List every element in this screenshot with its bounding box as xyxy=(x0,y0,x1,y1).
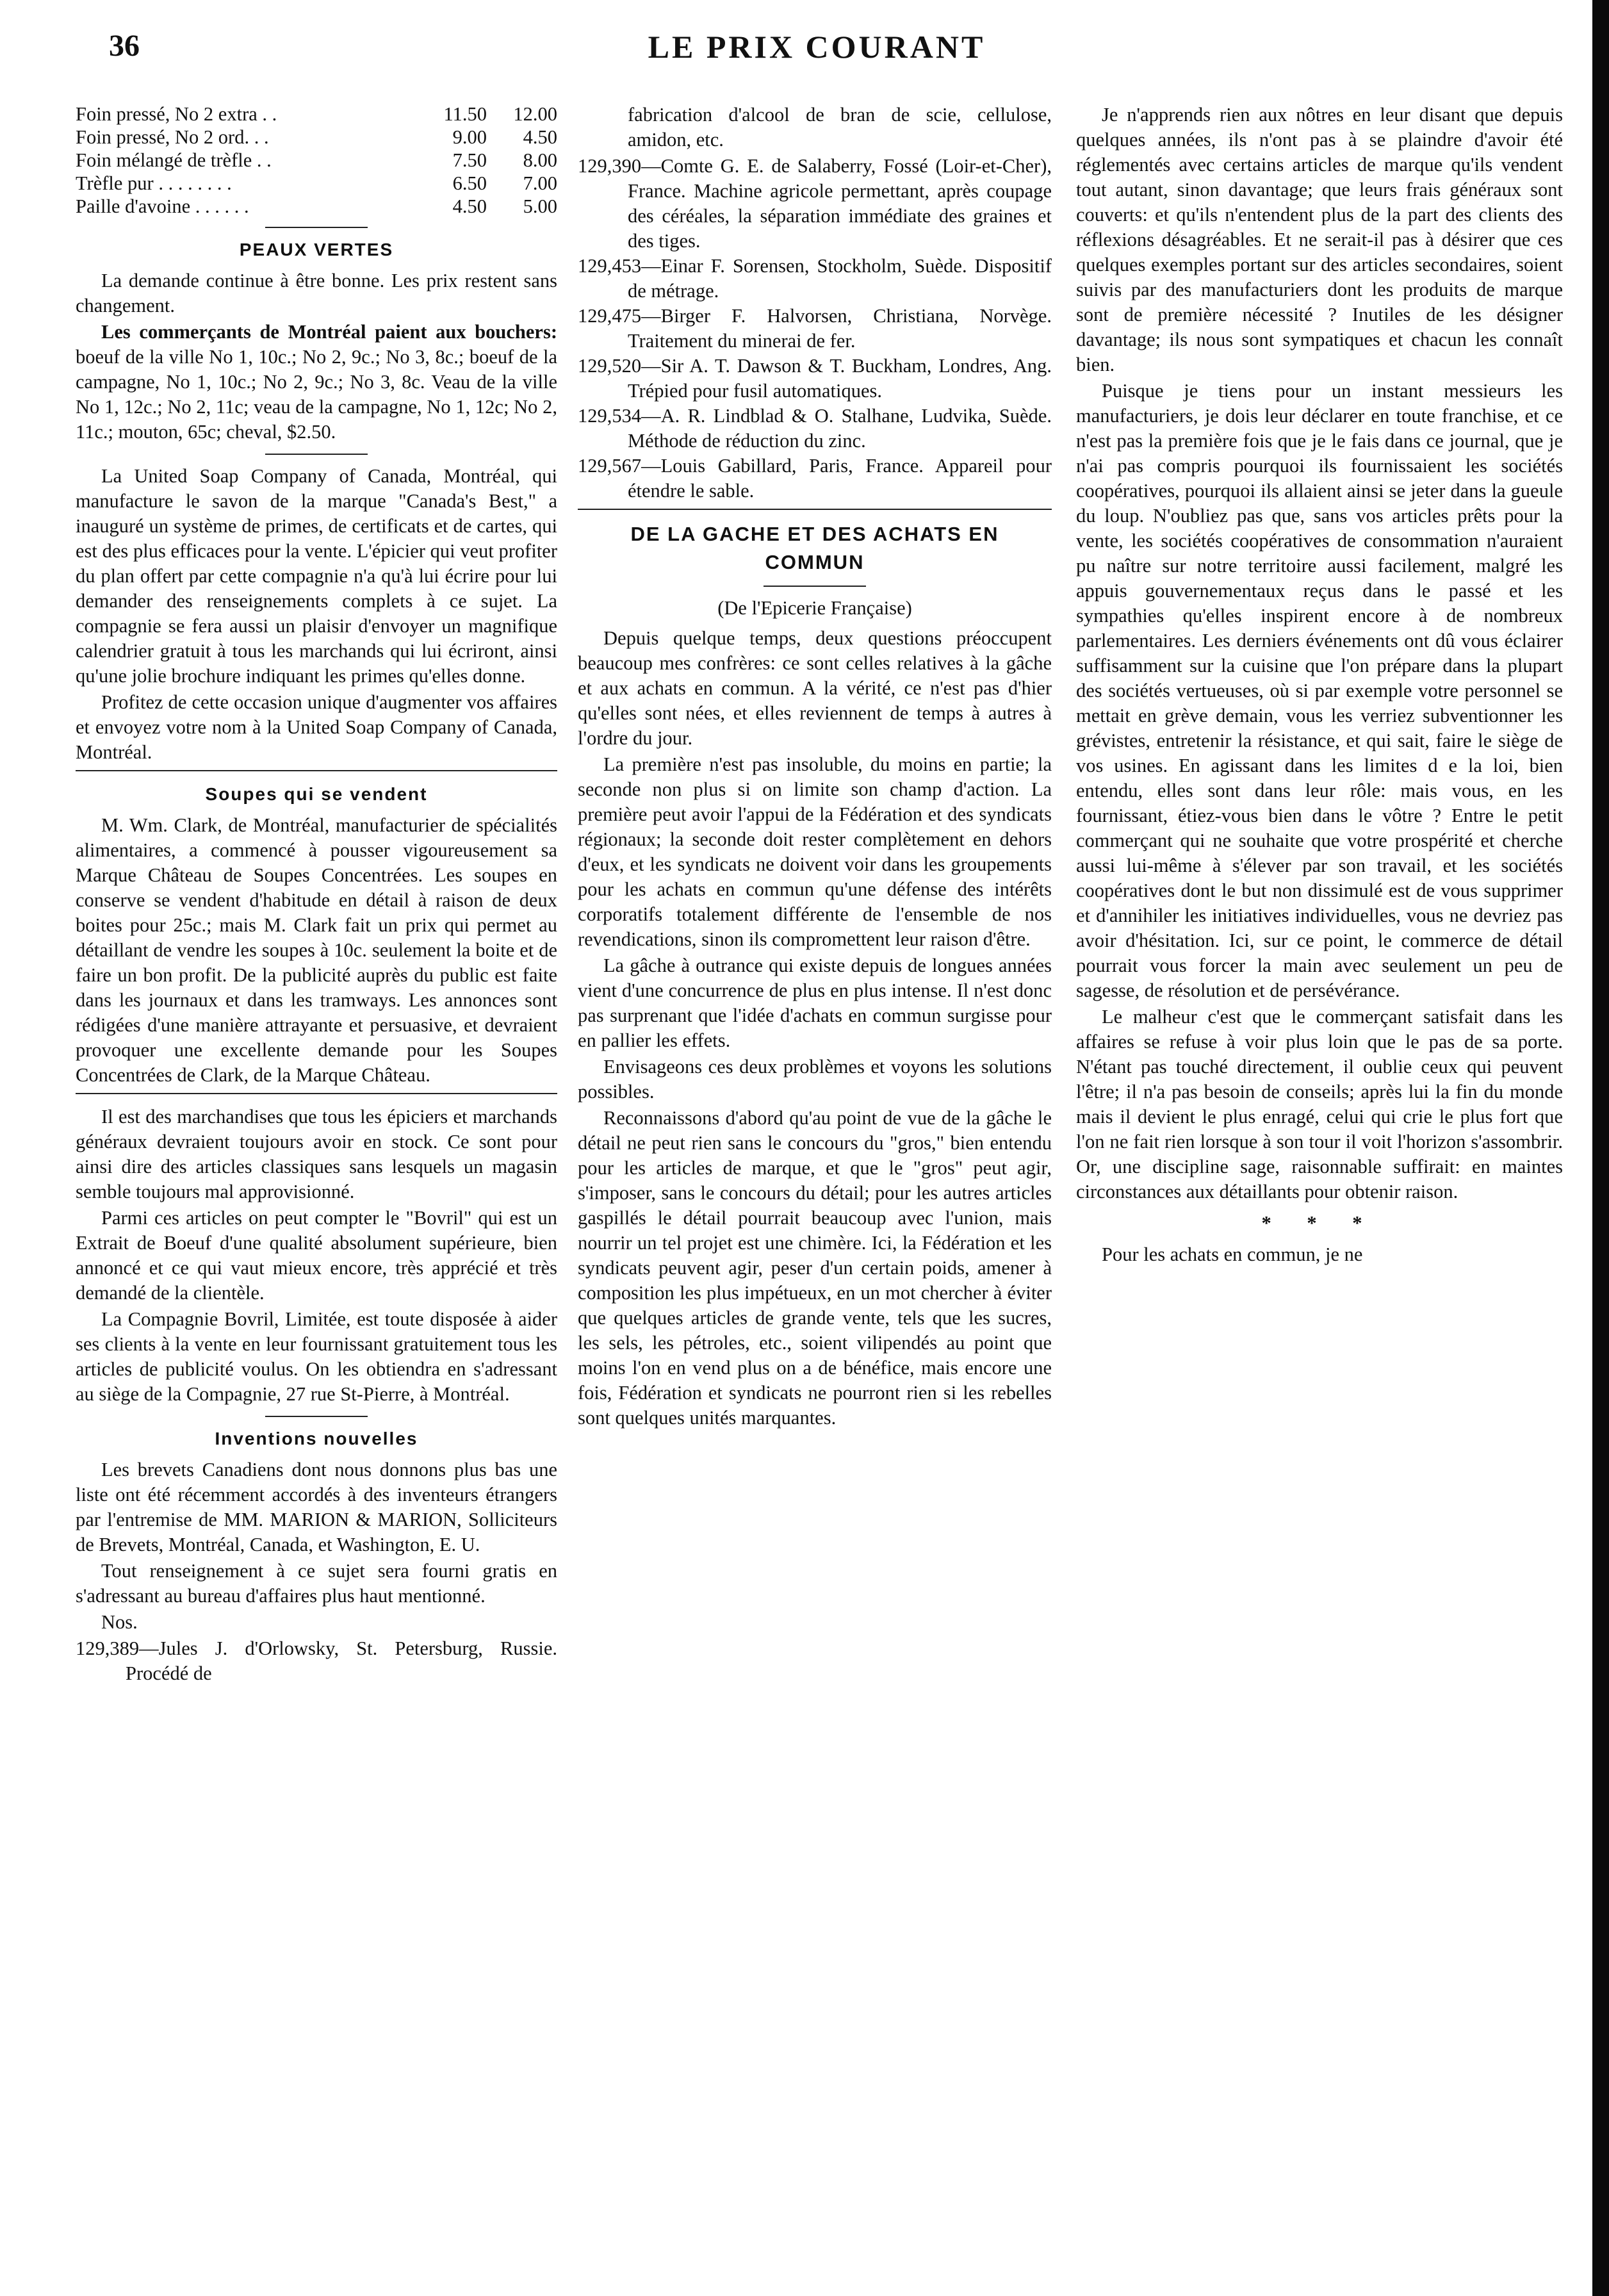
section-heading-peaux-vertes: PEAUX VERTES xyxy=(239,240,394,259)
price-high: 8.00 xyxy=(523,149,557,171)
price-item: Foin pressé, No 2 ord. . . xyxy=(76,126,269,148)
paragraph: Je n'apprends rien aux nôtres en leur disant que depuis quelques années, ils n'ont pas à se plaindre d'avoir été réglementés avec certains articles de marque qu'ils vendent tout autant, sinon davantage; que leurs frais généraux sont couverts: et qu'ils n'entendent plus de la part des clients des réflexions désagréables. Et ne serait-il pas à désirer que ces quelques exemples portant sur des articles secondaires, soient suivis par des manufacturiers dont les produits de marque sont de première nécessité ? Inutiles de les désigner davantage; ils nous sont sympatiques et chacun les connaît bien. xyxy=(1076,104,1563,375)
column-left xyxy=(76,102,557,1686)
patent-entry: 129,567—Louis Gabillard, Paris, France. Appareil pour étendre le sable. xyxy=(578,455,1052,502)
price-item: Paille d'avoine . . . . . . xyxy=(76,195,249,217)
patent-entry: 129,390—Comte G. E. de Salaberry, Fossé (Loir-et-Cher), France. Machine agricole permettant, après coupage des céréales, la séparation immédiate des graines et des tiges. xyxy=(578,155,1052,252)
section-divider xyxy=(578,509,1052,510)
price-item: Foin pressé, No 2 extra . . xyxy=(76,103,277,125)
patent-entry-continued: fabrication d'alcool de bran de scie, cellulose, amidon, etc. xyxy=(628,104,1052,151)
section-heading-inventions: Inventions nouvelles xyxy=(215,1429,418,1448)
paragraph: Il est des marchandises que tous les épiciers et marchands généraux devraient toujours avoir en stock. Ce sont pour ainsi dire des articles classiques sans lesquels un magasin semble toujours mal approvisionné. xyxy=(76,1106,557,1202)
patent-entry: 129,389—Jules J. d'Orlowsky, St. Petersburg, Russie. Procédé de xyxy=(76,1637,557,1684)
section-divider xyxy=(265,227,368,228)
section-divider xyxy=(76,1093,557,1094)
section-divider xyxy=(265,454,368,455)
table-row xyxy=(76,172,557,195)
hay-price-table xyxy=(76,102,557,218)
price-low: 11.50 xyxy=(443,103,487,125)
paragraph xyxy=(76,320,557,445)
paragraph: Le malheur c'est que le commerçant satisfait dans les affaires se refuse à voir plus loin que le pas de sa porte. N'étant pas touché directement, il oublie ceux qui peuvent l'être; il n'a pas besoin de conseils; après lui la fin du monde mais il devient le plus enragé, celui qui crie le plus fort que l'on ne fait rien lorsque à son tour il voit l'horizon s'assombrir. Or, une discipline sage, raisonnable suffirait: en maintes circonstances aux détaillants pour obtenir raison. xyxy=(1076,1006,1563,1202)
paragraph: La gâche à outrance qui existe depuis de longues années vient d'une concurrence de plus en plus intense. Il n'est donc pas surprenant que l'idée d'achats en commun surgisse pour en pallier les effets. xyxy=(578,955,1052,1051)
patent-entry: 129,475—Birger F. Halvorsen, Christiana, Norvège. Traitement du minerai de fer. xyxy=(578,305,1052,352)
price-low: 4.50 xyxy=(452,195,487,217)
price-item: Trèfle pur . . . . . . . . xyxy=(76,172,232,194)
paragraph: Les brevets Canadiens dont nous donnons plus bas une liste ont été récemment accordés à des inventeurs étrangers par l'entremise de MM. MARION & MARION, Solliciteurs de Brevets, Montréal, Canada, et Washington, E. U. xyxy=(76,1459,557,1555)
page-header xyxy=(70,28,1563,73)
section-divider xyxy=(76,770,557,771)
table-row xyxy=(76,195,557,218)
paragraph: Reconnaissons d'abord qu'au point de vue de la gâche le détail ne peut rien sans le concours du "gros," bien entendu pour les articles de marque, et que le "gros" peut agir, s'imposer, sans le concours du détail; pour les autres articles gaspillés le détail pourrait beaucoup avec l'union, mais nourrir un tel projet est une chimère. Ici, la Fédération et les syndicats peuvent agir, peser d'un certain poids, amener à composition les plus impétueux, en un mot chercher à éviter que quelques articles de grande vente, tels que les sucres, les sels, les pétroles, etc., soient vilipendés au point que moins l'on en vend plus on a de bénéfice, mais encore une fois, Fédération et syndicats ne pourront rien si les rebelles sont quelques unités marquantes. xyxy=(578,1107,1052,1429)
paragraph: Parmi ces articles on peut compter le "Bovril" qui est un Extrait de Boeuf d'une qualité absolument supérieure, bien annoncé et ce qui vaut mieux encore, très apprécié et très demandé de la clientèle. xyxy=(76,1207,557,1304)
paragraph: La demande continue à être bonne. Les prix restent sans changement. xyxy=(76,270,557,316)
paragraph: M. Wm. Clark, de Montréal, manufacturier de spécialités alimentaires, a commencé à pousser vigoureusement sa Marque Château de Soupes Concentrées. Les soupes en conserve se vendent d'habitude en détail à raison de deux boites pour 25c.; mais M. Clark fait un prix qui permet au détaillant de vendre les soupes à 10c. seulement la boite et de faire un bon profit. De la publicité auprès du public est faite dans les journaux et dans les tramways. Les annonces sont rédigées d'une manière attrayante et persuasive, et devraient provoquer une excellente demande pour les Soupes Concentrées de Clark, de la Marque Château. xyxy=(76,814,557,1086)
paragraph: Puisque je tiens pour un instant messieurs les manufacturiers, je dois leur déclarer en toute franchise, et ce n'est pas la première fois que je le fais dans ce journal, que je n'ai pas compris pourquoi ils fournissaient les sociétés coopératives, pourquoi ils allaient ainsi se jeter dans la gueule du loup. N'oubliez pas que, sans vos articles prêts pour la vente, les sociétés coopératives de consommation n'auraient pu naître sur notre territoire aussi facilement, malgré les appuis gouvernementaux reçus dans le passé et les sympathies qu'elles inspirent encore à de nombreux parlementaires. Les derniers événements ont dû vous éclairer suffisamment sur la cuisine que l'on prépare dans la plupart des sociétés vertueuses, où si par exemple votre personnel se mettait en grève demain, vous les verriez subventionner les grévistes, entretenir la résistance, et qui sait, faire le siège de vos usines. En agissant dans les limites d e la loi, bien entendu, elles sont dans leur rôle: mais vous, en les fournissant, étiez-vous bien dans le vôtre ? Entre le petit commerçant qui ne souhaite que votre prospérité et cherche aussi lui-même à s'élever par son travail, et les sociétés coopératives dont le but non dissimulé est de vous supprimer et d'annihiler les initiatives individuelles, vous ne devriez pas avoir d'hésitation. Ici, sur ce point, le commerce de détail pourrait vous forcer la main avec seulement un peu de sagesse, de résolution et de persévérance. xyxy=(1076,380,1563,1001)
price-high: 12.00 xyxy=(513,103,557,125)
price-low: 7.50 xyxy=(452,149,487,171)
section-separator-stars: * * * xyxy=(1261,1212,1378,1234)
bold-lead: Les commerçants de Montréal paient aux bouchers: xyxy=(101,321,557,343)
table-row xyxy=(76,126,557,149)
column-middle xyxy=(578,102,1052,1432)
table-row xyxy=(76,149,557,172)
article-heading-gache: DE LA GACHE ET DES ACHATS EN COMMUN xyxy=(630,523,999,573)
patent-entry: 129,534—A. R. Lindblad & O. Stalhane, Ludvika, Suède. Méthode de réduction du zinc. xyxy=(578,405,1052,452)
price-low: 6.50 xyxy=(452,172,487,194)
journal-title: LE PRIX COURANT xyxy=(648,29,986,65)
price-high: 4.50 xyxy=(523,126,557,148)
column-right xyxy=(1076,102,1563,1268)
section-divider xyxy=(764,586,866,587)
paragraph: La Compagnie Bovril, Limitée, est toute disposée à aider ses clients à la vente en leur fournissant gratuitement tous les articles de publicité voulus. On les obtiendra en s'adressant au siège de la Compagnie, 27 rue St-Pierre, à Montréal. xyxy=(76,1308,557,1405)
section-heading-soupes: Soupes qui se vendent xyxy=(205,784,428,804)
patent-list-label: Nos. xyxy=(101,1611,138,1633)
table-row xyxy=(76,102,557,126)
paragraph: Envisageons ces deux problèmes et voyons les solutions possibles. xyxy=(578,1056,1052,1103)
article-source: (De l'Epicerie Française) xyxy=(717,597,912,619)
page-number: 36 xyxy=(109,29,140,63)
paragraph: La United Soap Company of Canada, Montréal, qui manufacture le savon de la marque "Canada's Best," a inauguré un système de primes, de certificats et de cartes, qui est des plus efficaces pour la vente. L'épicier qui veut profiter du plan offert par cette compagnie n'a qu'à lui écrire pour lui demander des renseignements complets à ce sujet. La compagnie se fera aussi un plaisir d'envoyer un magnifique calendrier gratuit à tous les marchands qui lui écriront, ainsi qu'une jolie brochure indiquant les primes qu'elles donne. xyxy=(76,465,557,687)
paragraph: Pour les achats en commun, je ne xyxy=(1102,1243,1363,1265)
price-low: 9.00 xyxy=(452,126,487,148)
scan-edge xyxy=(1592,0,1609,2296)
price-item: Foin mélangé de trèfle . . xyxy=(76,149,272,171)
price-high: 7.00 xyxy=(523,172,557,194)
paragraph-text: boeuf de la ville No 1, 10c.; No 2, 9c.; No 3, 8c.; boeuf de la campagne, No 1, 10c.; No 2, 9c.; No 3, 8c. Veau de la ville No 1, 12c.; No 2, 11c; veau de la campagne, No 1, 12c; No 2, 11c.; mouton, 65c; cheval, $2.50. xyxy=(76,346,557,443)
paragraph: Profitez de cette occasion unique d'augmenter vos affaires et envoyez votre nom à la United Soap Company of Canada, Montréal. xyxy=(76,691,557,763)
paragraph: Depuis quelque temps, deux questions préoccupent beaucoup mes confrères: ce sont celles relatives à la gâche et aux achats en commun. A la vérité, ce n'est pas d'hier qu'elles sont nées, et elles reviennent de temps à autres à l'ordre du jour. xyxy=(578,627,1052,749)
patent-entry: 129,520—Sir A. T. Dawson & T. Buckham, Londres, Ang. Trépied pour fusil automatiques. xyxy=(578,355,1052,402)
section-divider xyxy=(265,1416,368,1417)
paragraph: Tout renseignement à ce sujet sera fourni gratis en s'adressant au bureau d'affaires plus haut mentionné. xyxy=(76,1560,557,1607)
paragraph: La première n'est pas insoluble, du moins en partie; la seconde non plus si on limite son champ d'action. La première peut avoir l'appui de la Fédération et des syndicats régionaux; la seconde doit rester complètement en dehors d'eux, et les syndicats ne doivent voir dans les groupements pour les achats en commun qu'une défense des intérêts corporatifs totalement différente de l'ensemble de nos revendications, sinon ils compromettent leur raison d'être. xyxy=(578,753,1052,950)
patent-entry: 129,453—Einar F. Sorensen, Stockholm, Suède. Dispositif de métrage. xyxy=(578,255,1052,302)
price-high: 5.00 xyxy=(523,195,557,217)
